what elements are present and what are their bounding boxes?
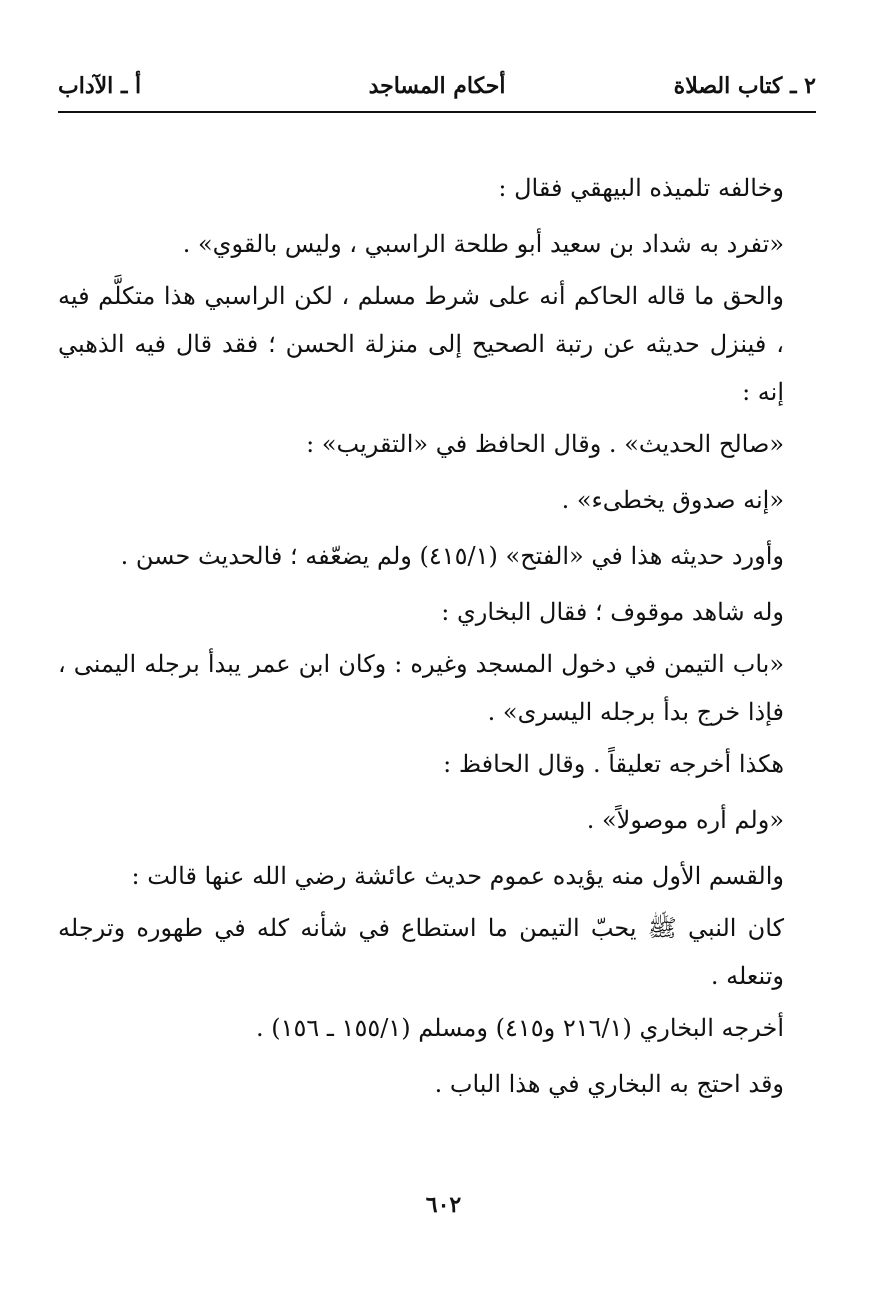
header-subsection-title: أ ـ الآداب bbox=[58, 73, 142, 99]
paragraph: والحق ما قاله الحاكم أنه على شرط مسلم ، لكن الراسبي هذا متكلَّم فيه ، فينزل حديثه عن رتبة الصحيح إلى منزلة الحسن ؛ فقد قال فيه الذهبي إنه : bbox=[58, 282, 784, 406]
paragraph: وقد احتج به البخاري في هذا الباب . bbox=[434, 1070, 784, 1098]
quote-paragraph: «باب التيمن في دخول المسجد وغيره : وكان ابن عمر يبدأ برجله اليمنى ، فإذا خرج بدأ برجله اليسرى» . bbox=[58, 650, 784, 726]
quote-paragraph: «إنه صدوق يخطىء» . bbox=[561, 486, 784, 514]
quote-paragraph: «ولم أره موصولاً» . bbox=[586, 806, 784, 834]
paragraph: وله شاهد موقوف ؛ فقال البخاري : bbox=[441, 598, 784, 626]
body-text bbox=[58, 160, 816, 1112]
header-chapter-title: ٢ ـ كتاب الصلاة bbox=[673, 73, 816, 99]
paragraph: وأورد حديثه هذا في «الفتح» (٤١٥/١) ولم يضعّفه ؛ فالحديث حسن . bbox=[120, 542, 784, 570]
header-section-title: أحكام المساجد bbox=[368, 73, 506, 99]
paragraph: هكذا أخرجه تعليقاً . وقال الحافظ : bbox=[443, 750, 784, 778]
quote-paragraph: «صالح الحديث» . وقال الحافظ في «التقريب» : bbox=[306, 430, 784, 458]
quote-paragraph: «تفرد به شداد بن سعيد أبو طلحة الراسبي ، وليس بالقوي» . bbox=[182, 230, 784, 258]
page-number: ٦٠٢ bbox=[425, 1192, 462, 1218]
citation-paragraph: أخرجه البخاري (٢١٦/١ و٤١٥) ومسلم (١٥٥/١ ـ ١٥٦) . bbox=[255, 1014, 784, 1042]
paragraph: والقسم الأول منه يؤيده عموم حديث عائشة رضي الله عنها قالت : bbox=[131, 862, 784, 890]
paragraph: وخالفه تلميذه البيهقي فقال : bbox=[498, 174, 784, 202]
header-rule bbox=[58, 111, 816, 113]
hadith-paragraph: كان النبي ﷺ يحبّ التيمن ما استطاع في شأنه كله في طهوره وترجله وتنعله . bbox=[58, 914, 784, 990]
running-header bbox=[58, 70, 816, 106]
